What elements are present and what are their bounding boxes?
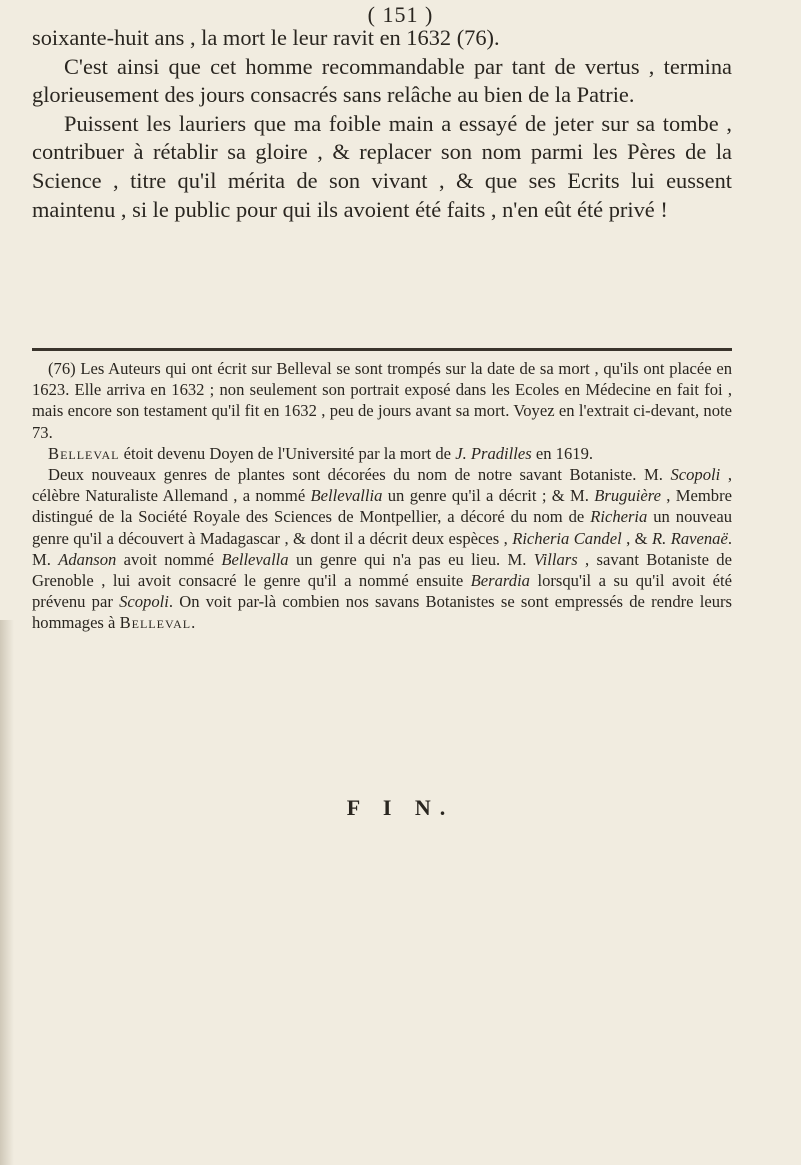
footnote-belleval-dean: [32, 443, 732, 464]
text-run: , célèbre Naturaliste Allemand , a nommé: [32, 465, 732, 506]
page-number: ( 151 ): [367, 2, 434, 27]
paragraph-conclusion: Puissent les lauriers que ma foible main a essayé de jeter sur sa tombe , contribuer à rétablir sa gloire , & replacer son nom parmi les Pères de la Science , titre qu'il mérita de son vivant , & que ses Ecrits lui eussent maintenu , si le public pour qui ils avoient été faits , n'en eût été privé !: [32, 110, 732, 222]
text-run: en 1619.: [531, 443, 594, 463]
name-adanson: Adanson: [58, 549, 117, 569]
text-run: , &: [621, 528, 652, 548]
paragraph-continuation: soixante-huit ans , la mort le leur ravit en 1632 (76).: [32, 25, 500, 50]
name-bruguiere: Bruguière: [594, 486, 661, 506]
name-scopoli: Scopoli: [670, 465, 721, 485]
fin-heading: F I N.: [346, 795, 455, 820]
text-run: étoit devenu Doyen de l'Université par la mort de: [119, 443, 456, 463]
paragraph-death: C'est ainsi que cet homme recommandable par tant de vertus , termina glorieusement des jours consacrés sans relâche au bien de la Patrie.: [32, 53, 732, 108]
text-run: un genre qui n'a pas eu lieu. M.: [288, 549, 534, 569]
genus-bellevalla: Bellevalla: [221, 549, 289, 569]
name-pradilles: J. Pradilles: [455, 443, 532, 463]
footnote-divider: [32, 348, 732, 351]
text-run: , savant Botaniste de Grenoble , lui avoit consacré le genre qu'il a nommé ensuite: [32, 549, 732, 591]
genus-berardia: Berardia: [470, 571, 530, 591]
text-run: Deux nouveaux genres de plantes sont décorées du nom de notre savant Botaniste. M.: [48, 465, 671, 485]
name-scopoli: Scopoli: [119, 592, 169, 612]
text-run: avoit nommé: [116, 549, 222, 569]
footnotes: [32, 358, 732, 634]
name-villars: Villars: [533, 549, 578, 569]
text-run: . On voit par-là combien nos savans Botanistes se sont empressés de rendre leurs hommages à: [32, 592, 732, 633]
text-run: .: [191, 613, 196, 633]
species-richeria-candel: Richeria Candel: [512, 528, 622, 548]
species-ravenae: R. Ravenaë: [652, 528, 728, 548]
genus-richeria: Richeria: [590, 507, 648, 527]
name-belleval: Belleval: [48, 443, 120, 463]
text-run: un genre qu'il a décrit ; & M.: [382, 486, 595, 506]
text-run: . M.: [32, 528, 732, 569]
text-run: , Membre distingué de la Société Royale des Sciences de Montpellier, a décoré du nom de: [32, 486, 732, 527]
genus-bellevallia: Bellevallia: [310, 486, 383, 506]
main-text: [32, 24, 732, 224]
text-run: un nouveau genre qu'il a découvert à Madagascar , & dont il a décrit deux espèces ,: [32, 507, 732, 548]
binding-shadow: [0, 620, 14, 1165]
text-run: lorsqu'il a su qu'il avoit été prévenu par: [32, 571, 732, 612]
footnote-genera: [32, 464, 732, 634]
name-belleval: Belleval: [119, 613, 192, 633]
footnote-76: (76) Les Auteurs qui ont écrit sur Belleval se sont trompés sur la date de sa mort , qu'ils ont placée en 1623. Elle arriva en 1632 ; non seulement son portrait exposé dans les Ecoles en Médecine en fait foi , mais encore son testament qu'il fit en 1632 , peu de jours avant sa mort. Voyez en l'extrait ci-devant, note 73.: [32, 359, 732, 442]
